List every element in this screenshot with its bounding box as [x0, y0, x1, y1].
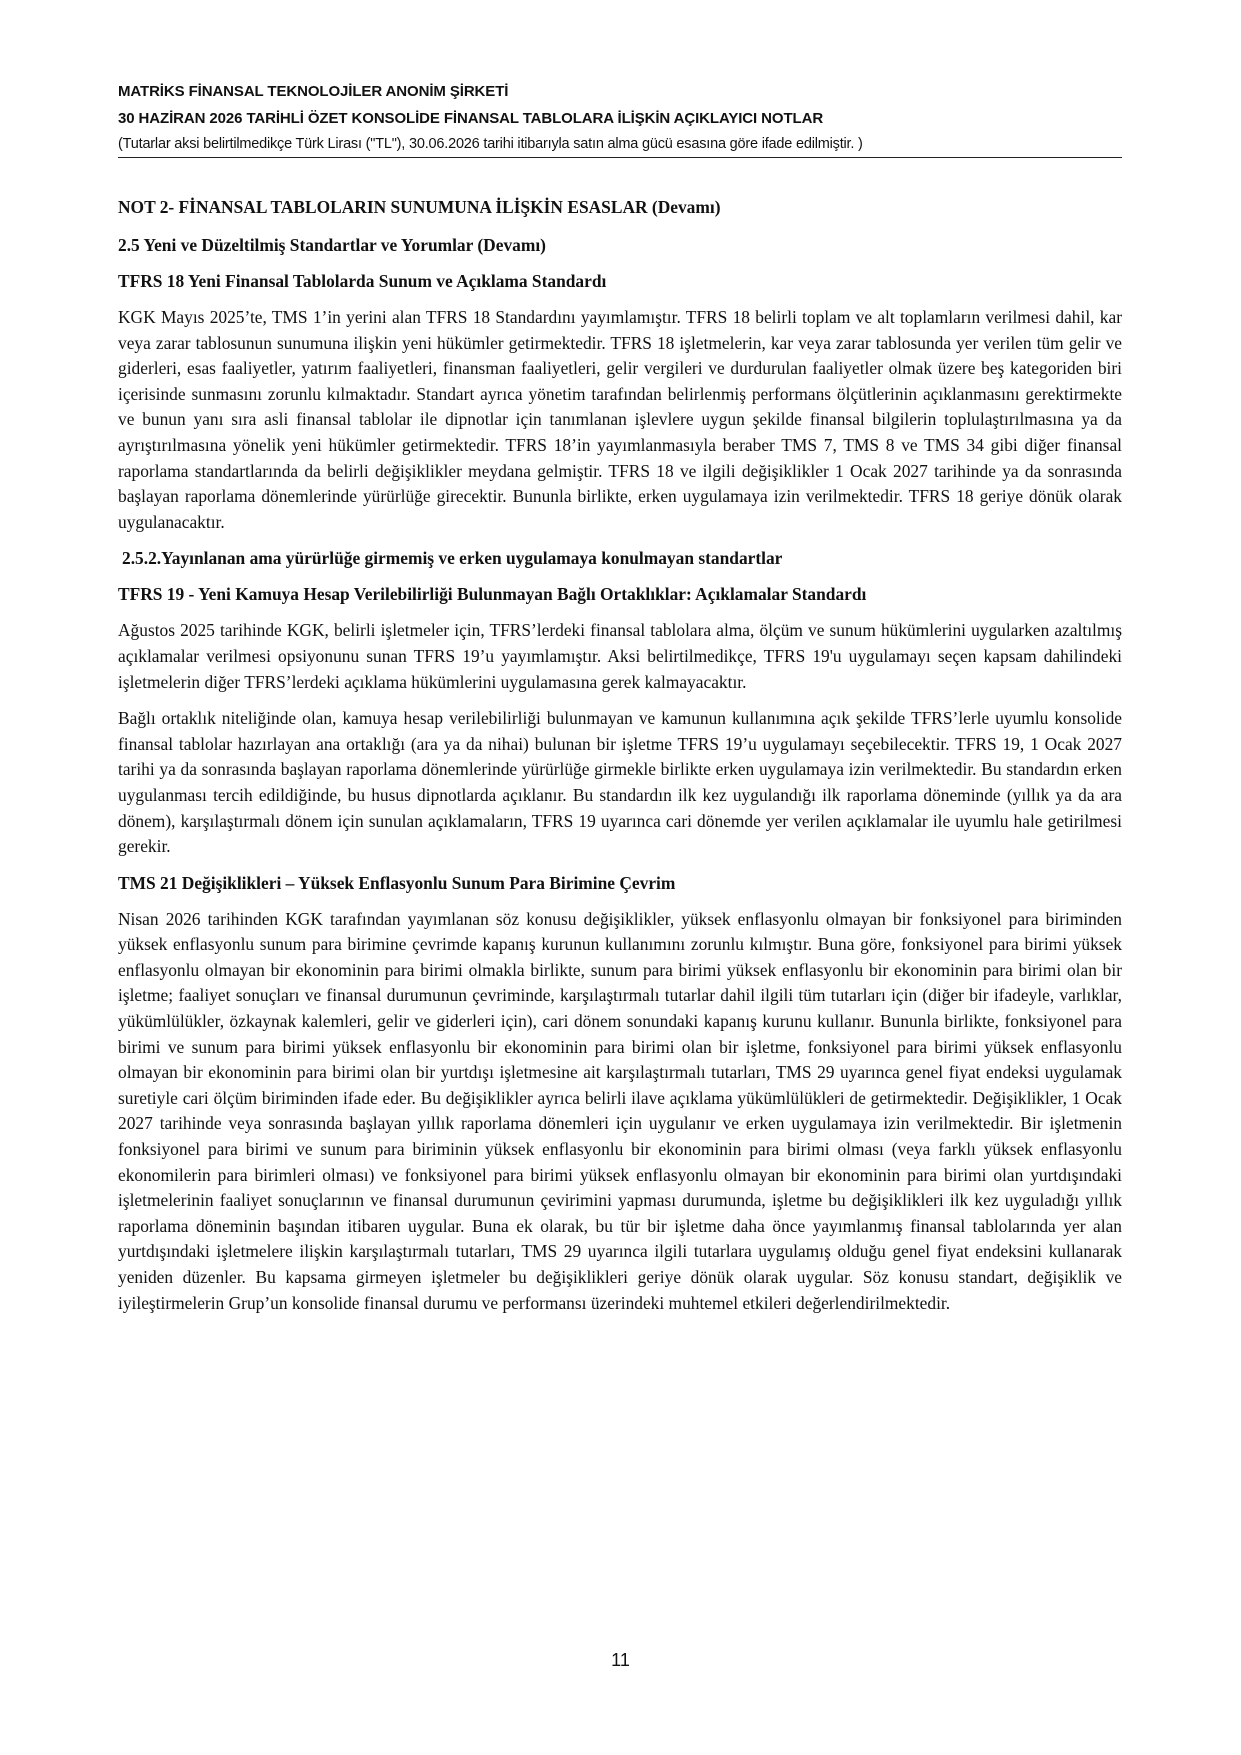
tfrs19-heading: TFRS 19 - Yeni Kamuya Hesap Verilebilirliği Bulunmayan Bağlı Ortaklıklar: Açıklamalar Standardı — [118, 584, 867, 605]
page-number: 11 — [611, 1650, 630, 1670]
tms21-heading: TMS 21 Değişiklikleri – Yüksek Enflasyonlu Sunum Para Birimine Çevrim — [118, 872, 676, 893]
tfrs18-paragraph: KGK Mayıs 2025’te, TMS 1’in yerini alan TFRS 18 Standardını yayımlamıştır. TFRS 18 belirli toplam ve alt toplamların verilmesi dahil, kar veya zarar tablosunun sunumuna ilişkin yeni hükümler getirmektedir. TFRS 18 işletmelerin, kar veya zarar tablosunda yer verilen tüm gelir ve giderleri, esas faaliyetler, yatırım faaliyetleri, finansman faaliyetleri, gelir vergileri ve durdurulan faaliyetler olmak üzere beş kategoriden biri içerisinde sunmasını zorunlu kılmaktadır. Standart ayrıca yönetim tarafından belirlenmiş performans ölçütlerinin açıklanmasını gerektirmekte ve bunun yanı sıra asli finansal tablolar ile dipnotlar için tanımlanan işlevlere uygun şekilde finansal bilgilerin toplulaştırılmasına ya da ayrıştırılmasına yönelik yeni hükümler getirmektedir. TFRS 18’in yayımlanmasıyla beraber TMS 7, TMS 8 ve TMS 34 gibi diğer finansal raporlama standartlarında da belirli değişiklikler meydana gelmiştir. TFRS 18 ve ilgili değişiklikler 1 Ocak 2027 tarihinde ya da sonrasında başlayan raporlama dönemlerinde yürürlüğe girecektir. Bununla birlikte, erken uygulamaya izin verilmektedir. TFRS 18 geriye dönük olarak uygulanacaktır. — [118, 307, 1122, 532]
page-content — [118, 195, 1122, 1327]
main-heading: NOT 2- FİNANSAL TABLOLARIN SUNUMUNA İLİŞKİN ESASLAR (Devamı) — [118, 197, 721, 217]
document-title: 30 HAZİRAN 2026 TARİHLİ ÖZET KONSOLİDE FİNANSAL TABLOLARA İLİŞKİN AÇIKLAYICI NOTLAR — [118, 110, 824, 127]
tfrs18-heading: TFRS 18 Yeni Finansal Tablolarda Sunum ve Açıklama Standardı — [118, 271, 607, 291]
section-252-heading: 2.5.2.Yayınlanan ama yürürlüğe girmemiş ve erken uygulamaya konulmayan standartlar — [122, 548, 783, 569]
tfrs19-paragraph-1: Ağustos 2025 tarihinde KGK, belirli işletmeler için, TFRS’lerdeki finansal tablolara alma, ölçüm ve sunum hükümlerini uygularken azaltılmış açıklamalar verilmesi opsiyonunu sunan TFRS 19’u yayımlamıştır. Aksi belirtilmedikçe, TFRS 19'u uygulamayı seçen kapsam dahilindeki işletmelerin diğer TFRS’lerdeki açıklama hükümlerini uygulamasına gerek kalmayacaktır. — [118, 620, 1122, 692]
currency-note: (Tutarlar aksi belirtilmedikçe Türk Lirası ("TL"), 30.06.2026 tarihi itibarıyla satın alma gücü esasına göre ifade edilmiştir. ) — [118, 136, 863, 152]
tfrs19-paragraph-2: Bağlı ortaklık niteliğinde olan, kamuya hesap verilebilirliği bulunmayan ve kamunun kullanımına açık şekilde TFRS’lerle uyumlu konsolide finansal tablolar hazırlayan ana ortaklığı (ara ya da nihai) bulunan bir işletme TFRS 19’u uygulamayı seçebilecektir. TFRS 19, 1 Ocak 2027 tarihi ya da sonrasında başlayan raporlama dönemlerinde yürürlüğe girmekle birlikte erken uygulamaya izin verilmektedir. Bu standardın erken uygulanması tercih edildiğinde, bu husus dipnotlarda açıklanır. Bu standardın ilk kez uygulandığı ilk raporlama döneminde (yıllık ya da ara dönem), karşılaştırmalı dönem için sunulan açıklamaların, TFRS 19 uyarınca cari dönemde yer verilen açıklamalar ile uyumlu hale getirilmesi gerekir. — [118, 708, 1122, 857]
sub-heading: 2.5 Yeni ve Düzeltilmiş Standartlar ve Yorumlar (Devamı) — [118, 235, 546, 255]
tms21-paragraph: Nisan 2026 tarihinden KGK tarafından yayımlanan söz konusu değişiklikler, yüksek enflasyonlu olmayan bir fonksiyonel para biriminden yüksek enflasyonlu sunum para birimine çevrimde kapanış kurunun kullanımını zorunlu kılmıştır. Buna göre, fonksiyonel para birimi yüksek enflasyonlu olmayan bir ekonominin para birimi olmakla birlikte, sunum para birimi yüksek enflasyonlu bir ekonominin para birimi olan bir işletme; faaliyet sonuçları ve finansal durumunun çevriminde, karşılaştırmalı tutarlar dahil ilgili tüm tutarları için (diğer bir ifadeyle, varlıklar, yükümlülükler, özkaynak kalemleri, gelir ve giderleri için), cari dönem sonundaki kapanış kurunu kullanır. Bununla birlikte, fonksiyonel para birimi ve sunum para birimi yüksek enflasyonlu bir ekonominin para birimi olan bir işletme, fonksiyonel para birimi yüksek enflasyonlu olmayan bir ekonominin para birimi olan bir yurtdışı işletmesine ait karşılaştırmalı tutarları, TMS 29 uyarınca genel fiyat endeksi uygulamak suretiyle cari ölçüm biriminden ifade eder. Bu değişiklikler ayrıca belirli ilave açıklama yükümlülükleri de getirmektedir. Değişiklikler, 1 Ocak 2027 tarihinde veya sonrasında başlayan yıllık raporlama dönemleri için uygulanır ve erken uygulamaya izin verilmektedir. Bir işletmenin fonksiyonel para birimi ve sunum para biriminin yüksek enflasyonlu bir ekonominin para birimi olması (veya farklı yüksek enflasyonlu ekonomilerin para birimleri olması) ve fonksiyonel para birimi yüksek enflasyonlu olmayan bir ekonominin para birimi olan yurtdışındaki işletmelerinin faaliyet sonuçlarının ve finansal durumunun çevirimini yapması durumunda, işletme bu değişiklikleri ilk kez uyguladığı yıllık raporlama döneminin başından itibaren uygular. Buna ek olarak, bu tür bir işletme daha önce yayımlanmış finansal tablolarında yer alan yurtdışındaki işletmelere ilişkin karşılaştırmalı tutarları, TMS 29 uyarınca ilgili tutarlara uygulamış olduğu genel fiyat endeksini kullanarak yeniden düzenler. Bu kapsama girmeyen işletmeler bu değişiklikleri geriye dönük olarak uygular. Söz konusu standart, değişiklik ve iyileştirmelerin Grup’un konsolide finansal durumu ve performansı üzerindeki muhtemel etkileri değerlendirilmektedir. — [118, 908, 1122, 1313]
page-header — [118, 80, 1122, 158]
company-name: MATRİKS FİNANSAL TEKNOLOJİLER ANONİM ŞİRKETİ — [118, 83, 509, 100]
